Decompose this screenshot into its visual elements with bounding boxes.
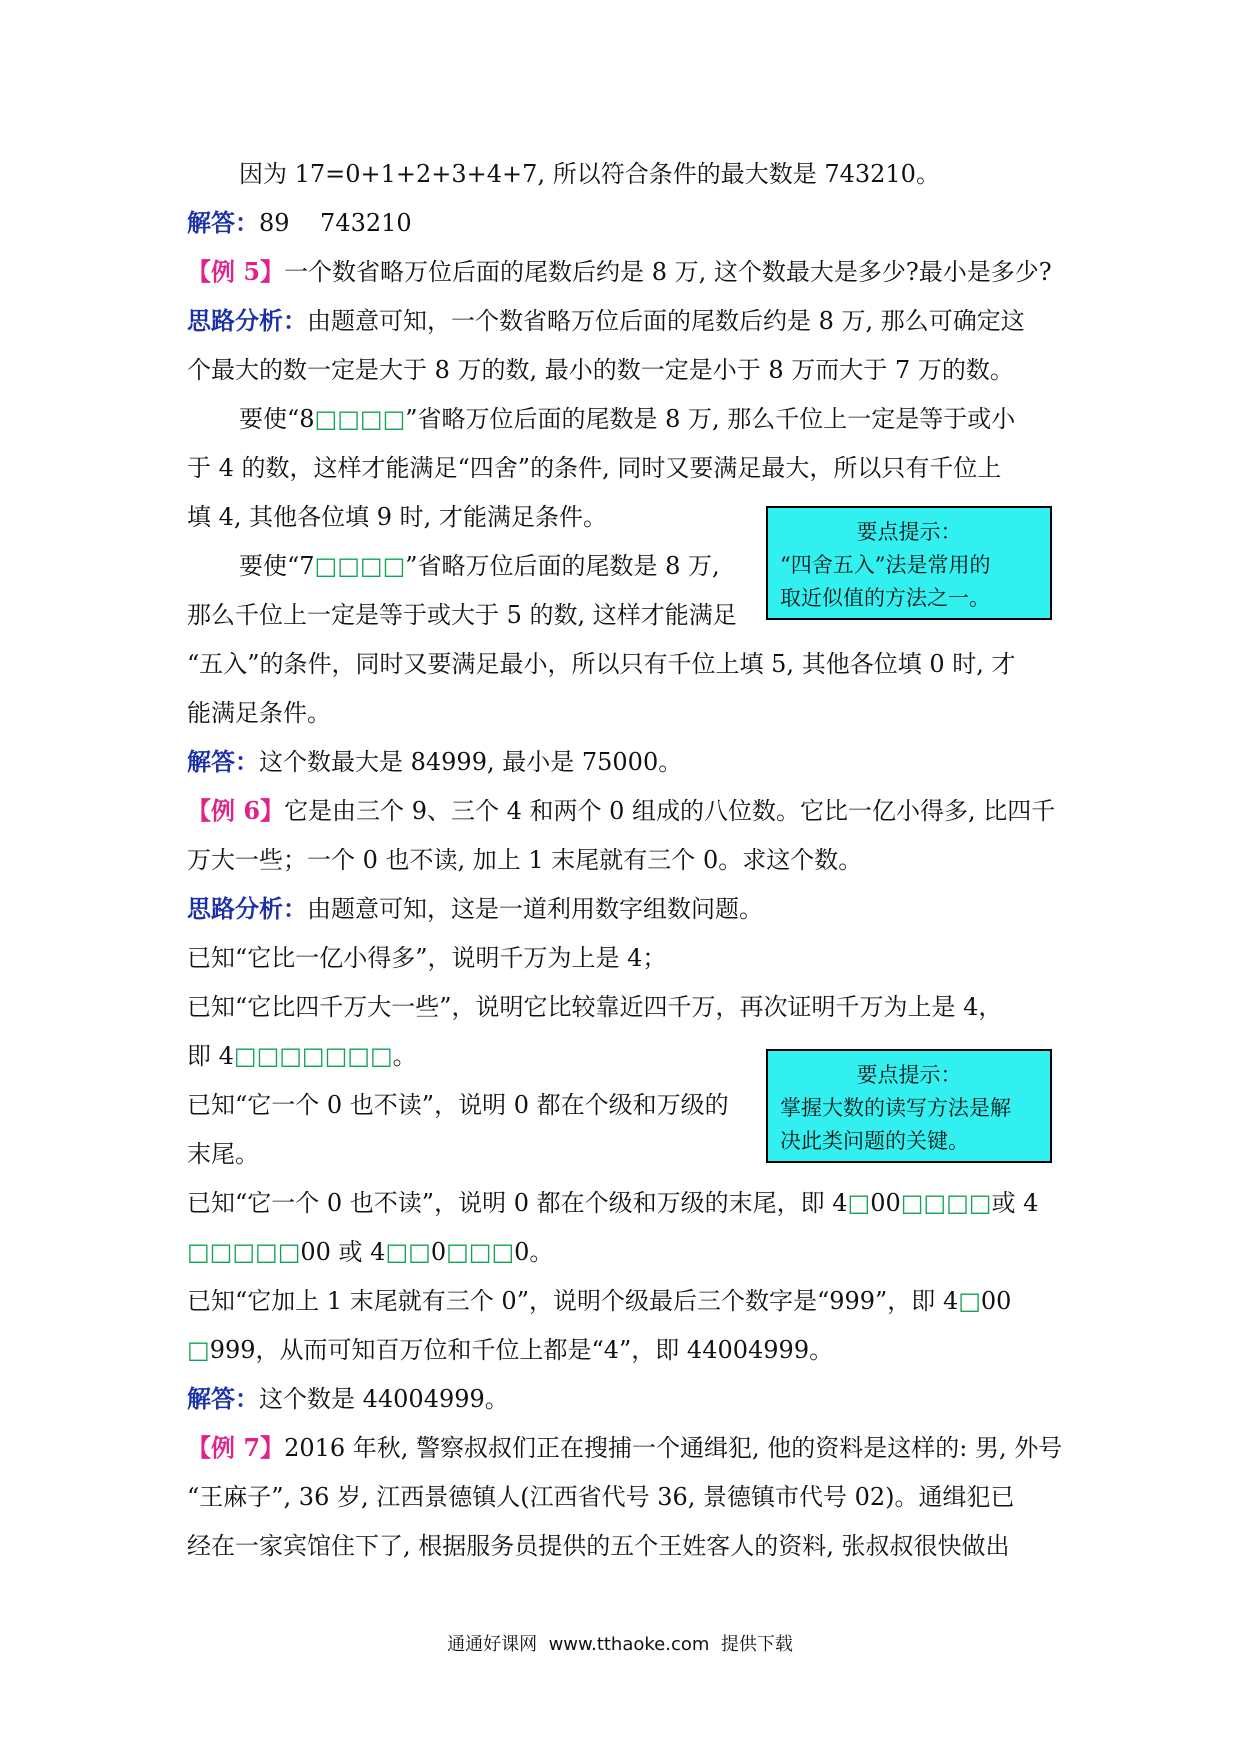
text-segment: ”省略万位后面的尾数是 8 万, bbox=[405, 552, 720, 580]
digit-boxes: □□ bbox=[385, 1238, 431, 1266]
tip-title: 要点提示： bbox=[856, 520, 962, 544]
text-line bbox=[239, 549, 720, 583]
text-segment: 要使“8 bbox=[239, 405, 315, 433]
text-segment: 要使“7 bbox=[239, 552, 315, 580]
example-label: 【例 5】 bbox=[187, 257, 285, 286]
digit-boxes: □□□□ bbox=[900, 1189, 992, 1217]
tip-box bbox=[766, 506, 1052, 620]
answer-text: 这个数是 44004999。 bbox=[259, 1385, 509, 1413]
tip-line: 决此类问题的关键。 bbox=[780, 1129, 969, 1153]
answer-text: 这个数最大是 84999, 最小是 75000。 bbox=[259, 748, 683, 776]
text-line: 于 4 的数，这样才能满足“四舍”的条件, 同时又要满足最大，所以只有千位上 bbox=[187, 454, 1002, 482]
analysis-text: 由题意可知，这是一道利用数字组数问题。 bbox=[307, 895, 763, 923]
text-line: 末尾。 bbox=[187, 1140, 259, 1168]
example-7-line bbox=[187, 1431, 1062, 1465]
text-segment: 。 bbox=[392, 1042, 417, 1070]
analysis-line bbox=[187, 304, 1025, 338]
digit-boxes: □ bbox=[847, 1189, 871, 1217]
text-segment: 999，从而可知百万位和千位上都是“4”，即 44004999。 bbox=[209, 1336, 834, 1364]
text-line bbox=[187, 1235, 553, 1269]
digit-boxes: □□□□ bbox=[314, 552, 406, 580]
answer-line bbox=[187, 745, 682, 779]
text-segment: 00 bbox=[980, 1287, 1012, 1315]
page-footer: 通通好课网 www.tthaoke.com 提供下载 bbox=[447, 1634, 793, 1655]
analysis-label: 思路分析： bbox=[187, 894, 307, 923]
text-segment: 已知“它加上 1 末尾就有三个 0”，说明个级最后三个数字是“999”，即 4 bbox=[187, 1287, 959, 1315]
tip-title: 要点提示： bbox=[856, 1063, 962, 1087]
text-line bbox=[239, 402, 1015, 436]
text-segment: 或 4 bbox=[991, 1189, 1039, 1217]
text-line: 万大一些；一个 0 也不读, 加上 1 末尾就有三个 0。求这个数。 bbox=[187, 846, 863, 874]
example-label: 【例 7】 bbox=[187, 1433, 285, 1462]
digit-boxes: □ bbox=[958, 1287, 981, 1315]
answer-label: 解答： bbox=[187, 1384, 259, 1413]
text-line: 已知“它比四千万大一些”，说明它比较靠近四千万，再次证明千万为上是 4， bbox=[187, 993, 1003, 1021]
text-segment: 即 4 bbox=[187, 1042, 234, 1070]
tip-box bbox=[766, 1049, 1052, 1163]
digit-boxes: □□□□□ bbox=[187, 1238, 301, 1266]
answer-label: 解答： bbox=[187, 747, 259, 776]
tip-line: 取近似值的方法之一。 bbox=[780, 586, 990, 610]
text-line bbox=[187, 1039, 417, 1073]
text-line bbox=[187, 1186, 1038, 1220]
text-line: 经在一家宾馆住下了, 根据服务员提供的五个王姓客人的资料, 张叔叔很快做出 bbox=[187, 1532, 1010, 1560]
text-line: 因为 17=0+1+2+3+4+7, 所以符合条件的最大数是 743210。 bbox=[239, 160, 940, 188]
text-segment: 00 bbox=[870, 1189, 901, 1217]
text-line: 个最大的数一定是大于 8 万的数, 最小的数一定是小于 8 万而大于 7 万的数。 bbox=[187, 356, 1014, 384]
digit-boxes: □□□□□□□ bbox=[233, 1042, 393, 1070]
text-segment: 0 bbox=[430, 1238, 447, 1266]
digit-boxes: □ bbox=[187, 1336, 210, 1364]
answer-line bbox=[187, 1382, 509, 1416]
text-segment: ”省略万位后面的尾数是 8 万, 那么千位上一定是等于或小 bbox=[405, 405, 1016, 433]
tip-line: “四舍五入”法是常用的 bbox=[780, 553, 991, 577]
text-line: 已知“它一个 0 也不读”，说明 0 都在个级和万级的 bbox=[187, 1091, 729, 1119]
example-text: 2016 年秋, 警察叔叔们正在搜捕一个通缉犯, 他的资料是这样的: 男, 外号 bbox=[284, 1434, 1063, 1462]
analysis-label: 思路分析： bbox=[187, 306, 307, 335]
example-label: 【例 6】 bbox=[187, 796, 285, 825]
example-6-line bbox=[187, 794, 1055, 828]
digit-boxes: □□□□ bbox=[314, 405, 406, 433]
text-line: 能满足条件。 bbox=[187, 699, 331, 727]
text-line: “王麻子”, 36 岁, 江西景德镇人(江西省代号 36, 景德镇市代号 02)。通缉犯已 bbox=[187, 1483, 1015, 1511]
text-segment: 0。 bbox=[514, 1238, 554, 1266]
analysis-text: 由题意可知，一个数省略万位后面的尾数后约是 8 万, 那么可确定这 bbox=[307, 307, 1025, 335]
text-segment: 00 或 4 bbox=[300, 1238, 386, 1266]
text-line: 那么千位上一定是等于或大于 5 的数, 这样才能满足 bbox=[187, 601, 737, 629]
tip-line: 掌握大数的读写方法是解 bbox=[780, 1096, 1011, 1120]
analysis-line bbox=[187, 892, 763, 926]
example-text: 它是由三个 9、三个 4 和两个 0 组成的八位数。它比一亿小得多, 比四千 bbox=[284, 797, 1056, 825]
text-line bbox=[187, 1284, 1011, 1318]
text-line: 已知“它比一亿小得多”，说明千万为上是 4； bbox=[187, 944, 667, 972]
digit-boxes: □□□ bbox=[446, 1238, 515, 1266]
text-line: 填 4, 其他各位填 9 时, 才能满足条件。 bbox=[187, 503, 607, 531]
text-line bbox=[187, 1333, 833, 1367]
answer-label: 解答： bbox=[187, 208, 259, 237]
text-segment: 已知“它一个 0 也不读”，说明 0 都在个级和万级的末尾，即 4 bbox=[187, 1189, 848, 1217]
text-line: “五入”的条件，同时又要满足最小，所以只有千位上填 5, 其他各位填 0 时, 才 bbox=[187, 650, 1016, 678]
example-text: 一个数省略万位后面的尾数后约是 8 万, 这个数最大是多少?最小是多少? bbox=[284, 258, 1052, 286]
answer-text: 89 743210 bbox=[259, 209, 412, 237]
example-5-line bbox=[187, 255, 1052, 289]
answer-line bbox=[187, 206, 412, 240]
